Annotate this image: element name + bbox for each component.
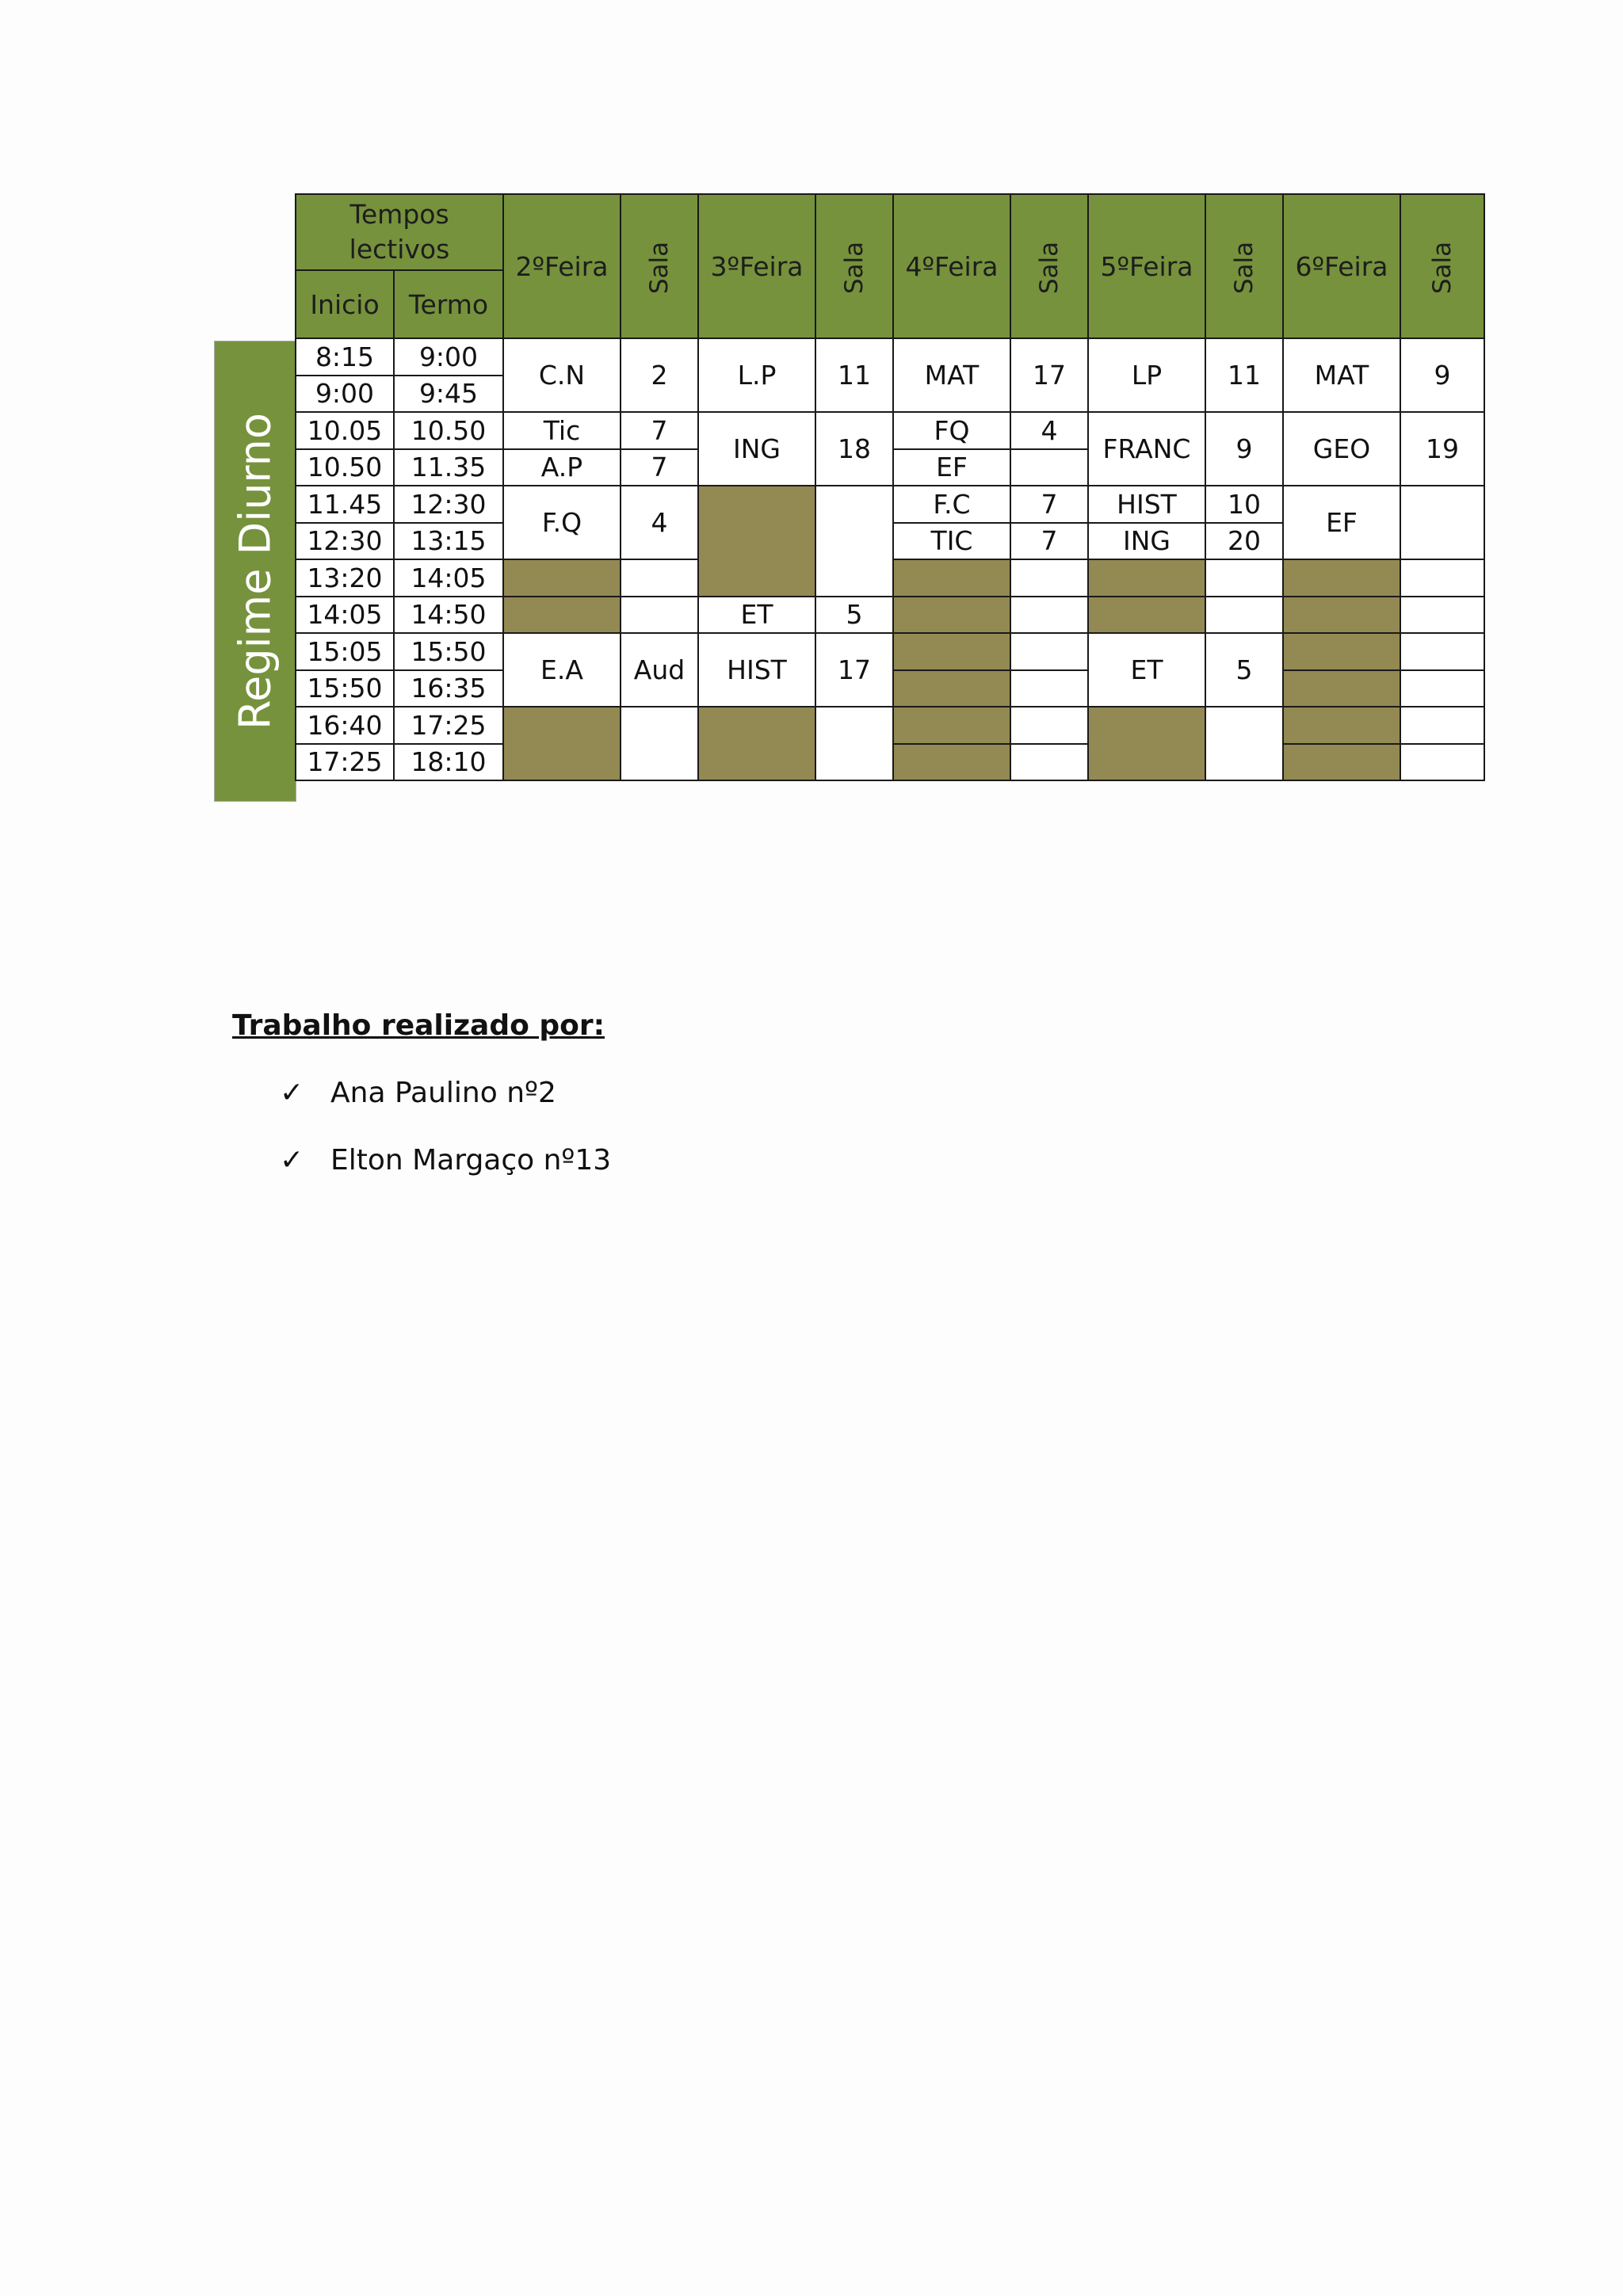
mon-empty-room (621, 707, 698, 780)
time-end: 14:50 (394, 597, 503, 634)
wed-empty-slot (893, 559, 1010, 597)
time-start: 9:00 (296, 376, 394, 413)
time-start: 17:25 (296, 744, 394, 781)
header-start: Inicio (296, 270, 394, 338)
tue-hist: HIST (698, 633, 815, 707)
time-start: 15:05 (296, 633, 394, 670)
mon-ap: A.P (503, 449, 621, 486)
thu-empty-slot (1088, 559, 1205, 597)
mon-ea: E.A (503, 633, 621, 707)
thu-empty-slot (1088, 707, 1205, 780)
mon-empty-room (621, 559, 698, 597)
credits (232, 1009, 611, 1211)
time-start: 10.50 (296, 449, 394, 486)
header-end: Termo (394, 270, 503, 338)
thu-franc-room: 9 (1205, 412, 1283, 486)
checkmark-icon: ✓ (280, 1077, 304, 1109)
thu-ing-room: 20 (1205, 523, 1283, 560)
wed-empty-room (1010, 744, 1088, 781)
wed-empty-slot (893, 707, 1010, 744)
fri-empty-room (1400, 744, 1484, 781)
time-end: 11.35 (394, 449, 503, 486)
header-room-wed: Sala (1010, 194, 1088, 338)
header-room-mon: Sala (621, 194, 698, 338)
header-periods: Tempos lectivos (296, 194, 503, 270)
time-start: 11.45 (296, 486, 394, 523)
tue-lp-room: 11 (815, 338, 893, 412)
wed-empty-room (1010, 633, 1088, 670)
tue-ing-room: 18 (815, 412, 893, 486)
author-name: Ana Paulino nº2 (330, 1077, 556, 1109)
header-room-tue: Sala (815, 194, 893, 338)
time-start: 8:15 (296, 338, 394, 376)
thu-hist: HIST (1088, 486, 1205, 523)
regime-label: Regime Diurno (230, 413, 281, 730)
mon-ea-room: Aud (621, 633, 698, 707)
header-day-mon: 2ºFeira (503, 194, 621, 338)
header-day-tue: 3ºFeira (698, 194, 815, 338)
mon-tic-room: 7 (621, 412, 698, 449)
wed-fq-room: 4 (1010, 412, 1088, 449)
author-item (232, 1144, 611, 1177)
mon-ap-room: 7 (621, 449, 698, 486)
tue-lp: L.P (698, 338, 815, 412)
thu-empty-slot (1088, 597, 1205, 634)
wed-fq: FQ (893, 412, 1010, 449)
author-name: Elton Margaço nº13 (330, 1144, 612, 1177)
wed-empty-room (1010, 559, 1088, 597)
thu-lp-room: 11 (1205, 338, 1283, 412)
thu-et-room: 5 (1205, 633, 1283, 707)
tue-empty-room (815, 707, 893, 780)
header-day-fri: 6ºFeira (1283, 194, 1400, 338)
time-start: 14:05 (296, 597, 394, 634)
header-day-wed: 4ºFeira (893, 194, 1010, 338)
wed-empty-room (1010, 670, 1088, 707)
thu-empty-room (1205, 559, 1283, 597)
credits-title: Trabalho realizado por: (232, 1009, 605, 1042)
mon-cn-room: 2 (621, 338, 698, 412)
fri-mat: MAT (1283, 338, 1400, 412)
header-room-thu: Sala (1205, 194, 1283, 338)
time-start: 16:40 (296, 707, 394, 744)
wed-empty-slot (893, 633, 1010, 670)
tue-ing: ING (698, 412, 815, 486)
time-start: 12:30 (296, 523, 394, 560)
thu-hist-room: 10 (1205, 486, 1283, 523)
fri-empty-room (1400, 597, 1484, 634)
time-end: 13:15 (394, 523, 503, 560)
wed-empty-room (1010, 597, 1088, 634)
mon-fq: F.Q (503, 486, 621, 559)
fri-empty-slot (1283, 744, 1400, 781)
wed-mat-room: 17 (1010, 338, 1088, 412)
header-day-thu: 5ºFeira (1088, 194, 1205, 338)
time-end: 16:35 (394, 670, 503, 707)
time-end: 18:10 (394, 744, 503, 781)
wed-fc: F.C (893, 486, 1010, 523)
wed-empty-room (1010, 707, 1088, 744)
thu-et: ET (1088, 633, 1205, 707)
fri-empty-slot (1283, 670, 1400, 707)
wed-mat: MAT (893, 338, 1010, 412)
thu-ing: ING (1088, 523, 1205, 560)
tue-empty-slot (698, 486, 815, 597)
tue-empty-slot (698, 707, 815, 780)
wed-fc-room: 7 (1010, 486, 1088, 523)
time-start: 10.05 (296, 412, 394, 449)
mon-cn: C.N (503, 338, 621, 412)
fri-geo-room: 19 (1400, 412, 1484, 486)
thu-lp: LP (1088, 338, 1205, 412)
time-end: 10.50 (394, 412, 503, 449)
time-end: 15:50 (394, 633, 503, 670)
tue-empty-room (815, 486, 893, 597)
wed-empty-slot (893, 597, 1010, 634)
thu-franc: FRANC (1088, 412, 1205, 486)
tue-et-room: 5 (815, 597, 893, 634)
time-end: 12:30 (394, 486, 503, 523)
checkmark-icon: ✓ (280, 1144, 304, 1177)
time-start: 15:50 (296, 670, 394, 707)
fri-ef: EF (1283, 486, 1400, 559)
author-item (232, 1077, 611, 1109)
fri-geo: GEO (1283, 412, 1400, 486)
timetable (295, 193, 1485, 781)
tue-et: ET (698, 597, 815, 634)
fri-empty-slot (1283, 597, 1400, 634)
thu-empty-room (1205, 597, 1283, 634)
fri-ef-room (1400, 486, 1484, 559)
tue-hist-room: 17 (815, 633, 893, 707)
fri-empty-room (1400, 670, 1484, 707)
fri-empty-room (1400, 633, 1484, 670)
header-room-fri: Sala (1400, 194, 1484, 338)
wed-ef-room (1010, 449, 1088, 486)
time-end: 9:00 (394, 338, 503, 376)
wed-tic: TIC (893, 523, 1010, 560)
fri-empty-room (1400, 707, 1484, 744)
fri-mat-room: 9 (1400, 338, 1484, 412)
time-end: 9:45 (394, 376, 503, 413)
fri-empty-slot (1283, 707, 1400, 744)
mon-empty-room (621, 597, 698, 634)
regime-label-bar (214, 341, 296, 802)
fri-empty-slot (1283, 633, 1400, 670)
mon-empty-slot (503, 559, 621, 597)
fri-empty-room (1400, 559, 1484, 597)
wed-empty-slot (893, 744, 1010, 781)
mon-empty-slot (503, 707, 621, 780)
wed-empty-slot (893, 670, 1010, 707)
time-end: 14:05 (394, 559, 503, 597)
mon-fq-room: 4 (621, 486, 698, 559)
fri-empty-slot (1283, 559, 1400, 597)
wed-tic-room: 7 (1010, 523, 1088, 560)
mon-empty-slot (503, 597, 621, 634)
time-start: 13:20 (296, 559, 394, 597)
mon-tic: Tic (503, 412, 621, 449)
wed-ef: EF (893, 449, 1010, 486)
thu-empty-room (1205, 707, 1283, 780)
time-end: 17:25 (394, 707, 503, 744)
